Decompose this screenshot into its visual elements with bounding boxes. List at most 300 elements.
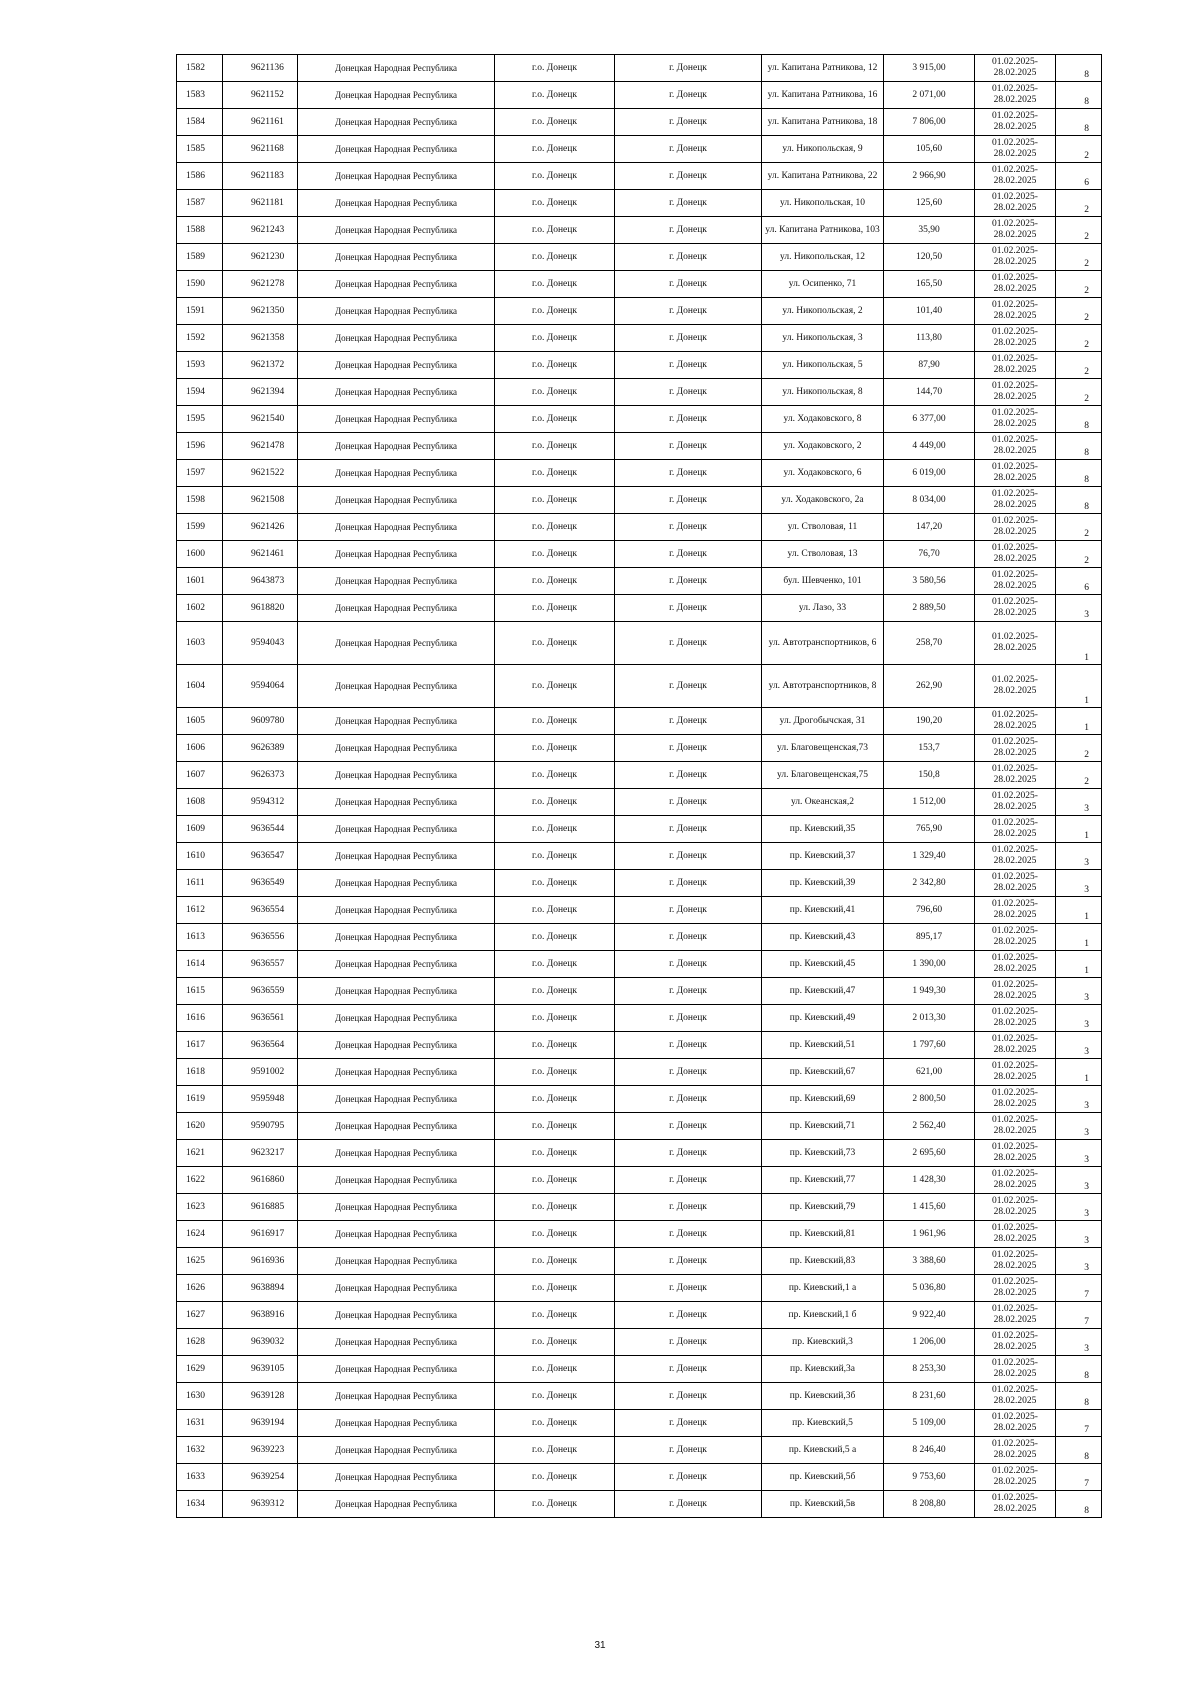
row-number-cell: 1595 [177, 406, 223, 433]
object-code-cell: 9621161 [223, 109, 298, 136]
city-cell: г. Донецк [615, 1221, 762, 1248]
city-cell: г. Донецк [615, 1275, 762, 1302]
table-row [177, 1464, 1102, 1491]
city-cell: г. Донецк [615, 406, 762, 433]
object-code-cell: 9616885 [223, 1194, 298, 1221]
period-cell: 01.02.2025-28.02.2025 [975, 325, 1056, 352]
area-cell: 147,20 [884, 514, 975, 541]
table-row [177, 1383, 1102, 1410]
row-number-cell: 1631 [177, 1410, 223, 1437]
table-row [177, 379, 1102, 406]
table-row [177, 541, 1102, 568]
object-code-cell: 9621136 [223, 55, 298, 82]
object-code-cell: 9636561 [223, 1005, 298, 1032]
row-number-cell: 1621 [177, 1140, 223, 1167]
address-cell: ул. Никопольская, 5 [762, 352, 884, 379]
city-cell: г. Донецк [615, 460, 762, 487]
count-cell: 1 [1056, 622, 1102, 665]
row-number-cell: 1630 [177, 1383, 223, 1410]
district-cell: г.о. Донецк [495, 136, 615, 163]
count-cell: 3 [1056, 1194, 1102, 1221]
table-row [177, 622, 1102, 665]
region-cell: Донецкая Народная Республика [298, 514, 495, 541]
object-code-cell: 9621394 [223, 379, 298, 406]
count-cell: 8 [1056, 1437, 1102, 1464]
count-cell: 2 [1056, 735, 1102, 762]
region-cell: Донецкая Народная Республика [298, 217, 495, 244]
address-cell: ул. Никопольская, 12 [762, 244, 884, 271]
district-cell: г.о. Донецк [495, 924, 615, 951]
period-cell: 01.02.2025-28.02.2025 [975, 1464, 1056, 1491]
district-cell: г.о. Донецк [495, 1275, 615, 1302]
district-cell: г.о. Донецк [495, 163, 615, 190]
row-number-cell: 1609 [177, 816, 223, 843]
table-row [177, 665, 1102, 708]
district-cell: г.о. Донецк [495, 1140, 615, 1167]
table-row [177, 816, 1102, 843]
count-cell: 1 [1056, 897, 1102, 924]
count-cell: 3 [1056, 1005, 1102, 1032]
region-cell: Донецкая Народная Республика [298, 541, 495, 568]
row-number-cell: 1584 [177, 109, 223, 136]
area-cell: 2 562,40 [884, 1113, 975, 1140]
table-row [177, 924, 1102, 951]
region-cell: Донецкая Народная Республика [298, 924, 495, 951]
address-cell: ул. Ходаковского, 6 [762, 460, 884, 487]
region-cell: Донецкая Народная Республика [298, 406, 495, 433]
period-cell: 01.02.2025-28.02.2025 [975, 897, 1056, 924]
period-cell: 01.02.2025-28.02.2025 [975, 1275, 1056, 1302]
table-row [177, 1329, 1102, 1356]
district-cell: г.о. Донецк [495, 433, 615, 460]
period-cell: 01.02.2025-28.02.2025 [975, 951, 1056, 978]
count-cell: 8 [1056, 433, 1102, 460]
area-cell: 8 208,80 [884, 1491, 975, 1518]
region-cell: Донецкая Народная Республика [298, 190, 495, 217]
city-cell: г. Донецк [615, 1356, 762, 1383]
area-cell: 2 071,00 [884, 82, 975, 109]
address-cell: пр. Киевский,67 [762, 1059, 884, 1086]
table-row [177, 1491, 1102, 1518]
table-row [177, 897, 1102, 924]
district-cell: г.о. Донецк [495, 622, 615, 665]
row-number-cell: 1617 [177, 1032, 223, 1059]
address-cell: пр. Киевский,41 [762, 897, 884, 924]
period-cell: 01.02.2025-28.02.2025 [975, 1410, 1056, 1437]
period-cell: 01.02.2025-28.02.2025 [975, 1032, 1056, 1059]
address-cell: ул. Лазо, 33 [762, 595, 884, 622]
district-cell: г.о. Донецк [495, 244, 615, 271]
period-cell: 01.02.2025-28.02.2025 [975, 271, 1056, 298]
period-cell: 01.02.2025-28.02.2025 [975, 762, 1056, 789]
table-row [177, 163, 1102, 190]
region-cell: Донецкая Народная Республика [298, 1059, 495, 1086]
object-code-cell: 9621181 [223, 190, 298, 217]
table-row [177, 1275, 1102, 1302]
object-code-cell: 9618820 [223, 595, 298, 622]
address-cell: пр. Киевский,47 [762, 978, 884, 1005]
district-cell: г.о. Донецк [495, 217, 615, 244]
object-code-cell: 9636559 [223, 978, 298, 1005]
count-cell: 3 [1056, 1167, 1102, 1194]
district-cell: г.о. Донецк [495, 109, 615, 136]
period-cell: 01.02.2025-28.02.2025 [975, 1437, 1056, 1464]
district-cell: г.о. Донецк [495, 843, 615, 870]
region-cell: Донецкая Народная Республика [298, 897, 495, 924]
count-cell: 8 [1056, 1383, 1102, 1410]
city-cell: г. Донецк [615, 136, 762, 163]
row-number-cell: 1589 [177, 244, 223, 271]
region-cell: Донецкая Народная Республика [298, 1275, 495, 1302]
count-cell: 3 [1056, 870, 1102, 897]
address-cell: бул. Шевченко, 101 [762, 568, 884, 595]
address-cell: пр. Киевский,3а [762, 1356, 884, 1383]
period-cell: 01.02.2025-28.02.2025 [975, 735, 1056, 762]
count-cell: 8 [1056, 109, 1102, 136]
object-code-cell: 9636544 [223, 816, 298, 843]
housing-registry-table [176, 54, 1102, 1518]
object-code-cell: 9616936 [223, 1248, 298, 1275]
area-cell: 120,50 [884, 244, 975, 271]
count-cell: 8 [1056, 487, 1102, 514]
region-cell: Донецкая Народная Республика [298, 325, 495, 352]
city-cell: г. Донецк [615, 298, 762, 325]
count-cell: 2 [1056, 352, 1102, 379]
period-cell: 01.02.2025-28.02.2025 [975, 244, 1056, 271]
address-cell: ул. Автотранспортников, 6 [762, 622, 884, 665]
table-row [177, 1248, 1102, 1275]
row-number-cell: 1606 [177, 735, 223, 762]
row-number-cell: 1601 [177, 568, 223, 595]
address-cell: ул. Океанская,2 [762, 789, 884, 816]
city-cell: г. Донецк [615, 1464, 762, 1491]
region-cell: Донецкая Народная Республика [298, 136, 495, 163]
count-cell: 2 [1056, 325, 1102, 352]
address-cell: пр. Киевский,81 [762, 1221, 884, 1248]
region-cell: Донецкая Народная Республика [298, 487, 495, 514]
row-number-cell: 1588 [177, 217, 223, 244]
address-cell: пр. Киевский,51 [762, 1032, 884, 1059]
region-cell: Донецкая Народная Республика [298, 271, 495, 298]
table-row [177, 271, 1102, 298]
city-cell: г. Донецк [615, 735, 762, 762]
area-cell: 1 415,60 [884, 1194, 975, 1221]
district-cell: г.о. Донецк [495, 1329, 615, 1356]
area-cell: 190,20 [884, 708, 975, 735]
table-row [177, 460, 1102, 487]
area-cell: 165,50 [884, 271, 975, 298]
district-cell: г.о. Донецк [495, 951, 615, 978]
region-cell: Донецкая Народная Республика [298, 951, 495, 978]
district-cell: г.о. Донецк [495, 897, 615, 924]
table-row [177, 1140, 1102, 1167]
row-number-cell: 1613 [177, 924, 223, 951]
address-cell: ул. Капитана Ратникова, 12 [762, 55, 884, 82]
period-cell: 01.02.2025-28.02.2025 [975, 1248, 1056, 1275]
count-cell: 8 [1056, 82, 1102, 109]
area-cell: 153,7 [884, 735, 975, 762]
object-code-cell: 9639105 [223, 1356, 298, 1383]
area-cell: 1 512,00 [884, 789, 975, 816]
area-cell: 105,60 [884, 136, 975, 163]
region-cell: Донецкая Народная Республика [298, 816, 495, 843]
city-cell: г. Донецк [615, 163, 762, 190]
city-cell: г. Донецк [615, 1140, 762, 1167]
table-row [177, 1167, 1102, 1194]
region-cell: Донецкая Народная Республика [298, 870, 495, 897]
row-number-cell: 1625 [177, 1248, 223, 1275]
address-cell: пр. Киевский,1 б [762, 1302, 884, 1329]
count-cell: 2 [1056, 136, 1102, 163]
region-cell: Донецкая Народная Республика [298, 1005, 495, 1032]
district-cell: г.о. Донецк [495, 1167, 615, 1194]
city-cell: г. Донецк [615, 55, 762, 82]
row-number-cell: 1629 [177, 1356, 223, 1383]
count-cell: 2 [1056, 762, 1102, 789]
count-cell: 2 [1056, 379, 1102, 406]
city-cell: г. Донецк [615, 1005, 762, 1032]
address-cell: ул. Никопольская, 10 [762, 190, 884, 217]
object-code-cell: 9636564 [223, 1032, 298, 1059]
address-cell: пр. Киевский,43 [762, 924, 884, 951]
table-row [177, 843, 1102, 870]
object-code-cell: 9621508 [223, 487, 298, 514]
area-cell: 8 034,00 [884, 487, 975, 514]
district-cell: г.о. Донецк [495, 1032, 615, 1059]
table-row [177, 1194, 1102, 1221]
area-cell: 2 889,50 [884, 595, 975, 622]
period-cell: 01.02.2025-28.02.2025 [975, 870, 1056, 897]
city-cell: г. Донецк [615, 325, 762, 352]
district-cell: г.о. Донецк [495, 271, 615, 298]
object-code-cell: 9638894 [223, 1275, 298, 1302]
district-cell: г.о. Донецк [495, 352, 615, 379]
area-cell: 262,90 [884, 665, 975, 708]
object-code-cell: 9636547 [223, 843, 298, 870]
count-cell: 3 [1056, 1140, 1102, 1167]
object-code-cell: 9621278 [223, 271, 298, 298]
region-cell: Донецкая Народная Республика [298, 595, 495, 622]
city-cell: г. Донецк [615, 109, 762, 136]
city-cell: г. Донецк [615, 1167, 762, 1194]
object-code-cell: 9639223 [223, 1437, 298, 1464]
count-cell: 1 [1056, 708, 1102, 735]
region-cell: Донецкая Народная Республика [298, 1248, 495, 1275]
object-code-cell: 9639194 [223, 1410, 298, 1437]
district-cell: г.о. Донецк [495, 1410, 615, 1437]
area-cell: 621,00 [884, 1059, 975, 1086]
object-code-cell: 9621540 [223, 406, 298, 433]
row-number-cell: 1607 [177, 762, 223, 789]
object-code-cell: 9594064 [223, 665, 298, 708]
period-cell: 01.02.2025-28.02.2025 [975, 595, 1056, 622]
table-row [177, 762, 1102, 789]
area-cell: 76,70 [884, 541, 975, 568]
row-number-cell: 1582 [177, 55, 223, 82]
city-cell: г. Донецк [615, 816, 762, 843]
city-cell: г. Донецк [615, 897, 762, 924]
district-cell: г.о. Донецк [495, 568, 615, 595]
district-cell: г.о. Донецк [495, 735, 615, 762]
period-cell: 01.02.2025-28.02.2025 [975, 55, 1056, 82]
region-cell: Донецкая Народная Республика [298, 1032, 495, 1059]
object-code-cell: 9609780 [223, 708, 298, 735]
city-cell: г. Донецк [615, 951, 762, 978]
area-cell: 9 753,60 [884, 1464, 975, 1491]
period-cell: 01.02.2025-28.02.2025 [975, 1491, 1056, 1518]
object-code-cell: 9590795 [223, 1113, 298, 1140]
period-cell: 01.02.2025-28.02.2025 [975, 82, 1056, 109]
address-cell: пр. Киевский,69 [762, 1086, 884, 1113]
object-code-cell: 9621230 [223, 244, 298, 271]
region-cell: Донецкая Народная Республика [298, 1383, 495, 1410]
district-cell: г.о. Донецк [495, 1059, 615, 1086]
object-code-cell: 9621522 [223, 460, 298, 487]
district-cell: г.о. Донецк [495, 1302, 615, 1329]
city-cell: г. Донецк [615, 789, 762, 816]
period-cell: 01.02.2025-28.02.2025 [975, 1167, 1056, 1194]
area-cell: 6 019,00 [884, 460, 975, 487]
address-cell: пр. Киевский,79 [762, 1194, 884, 1221]
row-number-cell: 1614 [177, 951, 223, 978]
address-cell: пр. Киевский,73 [762, 1140, 884, 1167]
region-cell: Донецкая Народная Республика [298, 1410, 495, 1437]
row-number-cell: 1632 [177, 1437, 223, 1464]
table-row [177, 82, 1102, 109]
region-cell: Донецкая Народная Республика [298, 82, 495, 109]
address-cell: пр. Киевский,5 а [762, 1437, 884, 1464]
area-cell: 2 966,90 [884, 163, 975, 190]
region-cell: Донецкая Народная Республика [298, 1329, 495, 1356]
region-cell: Донецкая Народная Республика [298, 55, 495, 82]
area-cell: 1 797,60 [884, 1032, 975, 1059]
district-cell: г.о. Донецк [495, 1383, 615, 1410]
row-number-cell: 1597 [177, 460, 223, 487]
area-cell: 5 109,00 [884, 1410, 975, 1437]
district-cell: г.о. Донецк [495, 870, 615, 897]
address-cell: пр. Киевский,5в [762, 1491, 884, 1518]
area-cell: 7 806,00 [884, 109, 975, 136]
city-cell: г. Донецк [615, 271, 762, 298]
table-row [177, 298, 1102, 325]
area-cell: 3 388,60 [884, 1248, 975, 1275]
object-code-cell: 9591002 [223, 1059, 298, 1086]
object-code-cell: 9621168 [223, 136, 298, 163]
period-cell: 01.02.2025-28.02.2025 [975, 109, 1056, 136]
district-cell: г.о. Донецк [495, 325, 615, 352]
object-code-cell: 9643873 [223, 568, 298, 595]
region-cell: Донецкая Народная Республика [298, 568, 495, 595]
count-cell: 1 [1056, 665, 1102, 708]
address-cell: пр. Киевский,77 [762, 1167, 884, 1194]
object-code-cell: 9636556 [223, 924, 298, 951]
region-cell: Донецкая Народная Республика [298, 665, 495, 708]
count-cell: 6 [1056, 568, 1102, 595]
period-cell: 01.02.2025-28.02.2025 [975, 1356, 1056, 1383]
area-cell: 4 449,00 [884, 433, 975, 460]
city-cell: г. Донецк [615, 1383, 762, 1410]
object-code-cell: 9594312 [223, 789, 298, 816]
count-cell: 7 [1056, 1275, 1102, 1302]
address-cell: пр. Киевский,5 [762, 1410, 884, 1437]
table-row [177, 190, 1102, 217]
row-number-cell: 1626 [177, 1275, 223, 1302]
address-cell: ул. Никопольская, 8 [762, 379, 884, 406]
count-cell: 2 [1056, 217, 1102, 244]
city-cell: г. Донецк [615, 1329, 762, 1356]
region-cell: Донецкая Народная Республика [298, 735, 495, 762]
table-row [177, 1221, 1102, 1248]
city-cell: г. Донецк [615, 1086, 762, 1113]
object-code-cell: 9616917 [223, 1221, 298, 1248]
row-number-cell: 1624 [177, 1221, 223, 1248]
period-cell: 01.02.2025-28.02.2025 [975, 514, 1056, 541]
district-cell: г.о. Донецк [495, 1086, 615, 1113]
address-cell: пр. Киевский,1 а [762, 1275, 884, 1302]
row-number-cell: 1633 [177, 1464, 223, 1491]
count-cell: 3 [1056, 1086, 1102, 1113]
table-row [177, 433, 1102, 460]
district-cell: г.о. Донецк [495, 1464, 615, 1491]
city-cell: г. Донецк [615, 1194, 762, 1221]
region-cell: Донецкая Народная Республика [298, 379, 495, 406]
area-cell: 2 013,30 [884, 1005, 975, 1032]
district-cell: г.о. Донецк [495, 82, 615, 109]
city-cell: г. Донецк [615, 352, 762, 379]
period-cell: 01.02.2025-28.02.2025 [975, 298, 1056, 325]
row-number-cell: 1591 [177, 298, 223, 325]
city-cell: г. Донецк [615, 1491, 762, 1518]
area-cell: 1 329,40 [884, 843, 975, 870]
table-row [177, 55, 1102, 82]
count-cell: 7 [1056, 1464, 1102, 1491]
count-cell: 8 [1056, 460, 1102, 487]
region-cell: Донецкая Народная Республика [298, 978, 495, 1005]
area-cell: 35,90 [884, 217, 975, 244]
address-cell: ул. Никопольская, 9 [762, 136, 884, 163]
district-cell: г.о. Донецк [495, 487, 615, 514]
area-cell: 101,40 [884, 298, 975, 325]
district-cell: г.о. Донецк [495, 1248, 615, 1275]
address-cell: ул. Капитана Ратникова, 22 [762, 163, 884, 190]
object-code-cell: 9638916 [223, 1302, 298, 1329]
region-cell: Донецкая Народная Республика [298, 163, 495, 190]
object-code-cell: 9621350 [223, 298, 298, 325]
row-number-cell: 1590 [177, 271, 223, 298]
city-cell: г. Донецк [615, 1248, 762, 1275]
address-cell: пр. Киевский,3б [762, 1383, 884, 1410]
region-cell: Донецкая Народная Республика [298, 109, 495, 136]
region-cell: Донецкая Народная Республика [298, 433, 495, 460]
row-number-cell: 1587 [177, 190, 223, 217]
count-cell: 3 [1056, 843, 1102, 870]
object-code-cell: 9626389 [223, 735, 298, 762]
city-cell: г. Донецк [615, 1059, 762, 1086]
period-cell: 01.02.2025-28.02.2025 [975, 1005, 1056, 1032]
count-cell: 2 [1056, 271, 1102, 298]
count-cell: 3 [1056, 1329, 1102, 1356]
city-cell: г. Донецк [615, 708, 762, 735]
address-cell: ул. Автотранспортников, 8 [762, 665, 884, 708]
district-cell: г.о. Донецк [495, 1113, 615, 1140]
period-cell: 01.02.2025-28.02.2025 [975, 1329, 1056, 1356]
region-cell: Донецкая Народная Республика [298, 1194, 495, 1221]
count-cell: 2 [1056, 190, 1102, 217]
table-row [177, 487, 1102, 514]
row-number-cell: 1616 [177, 1005, 223, 1032]
city-cell: г. Донецк [615, 1113, 762, 1140]
table-row [177, 406, 1102, 433]
